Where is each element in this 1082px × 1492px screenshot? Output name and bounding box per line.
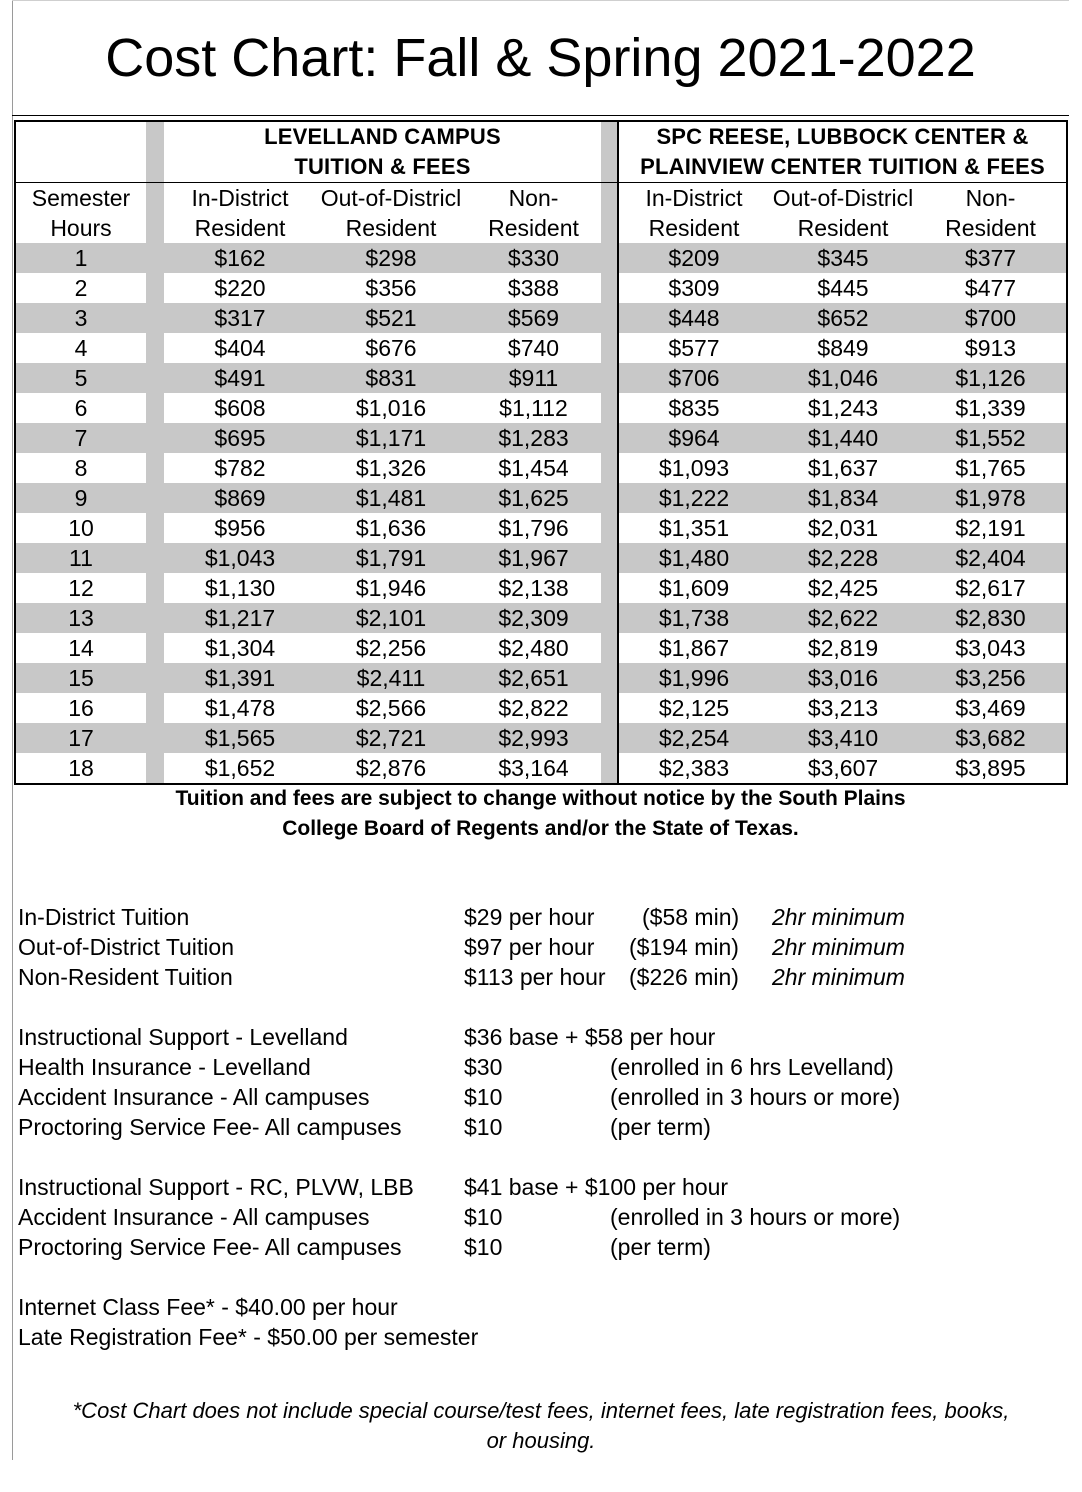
footnote-line1: *Cost Chart does not include special course/test fees, internet fees, late registration fees, books, <box>72 1398 1010 1423</box>
levelland-non-resident-cell: $2,651 <box>498 665 569 691</box>
table-row <box>16 693 1066 723</box>
header-levelland-in-district <box>164 183 316 243</box>
levelland-group-title <box>164 122 601 182</box>
spacer <box>18 992 1058 1022</box>
hours-cell: 13 <box>68 605 94 631</box>
reese-in-district-cell: $964 <box>617 423 769 453</box>
reese-non-resident-cell: $1,339 <box>955 395 1026 421</box>
reese-in-district-cell: $1,609 <box>617 573 769 603</box>
column-gap <box>146 333 164 363</box>
reese-in-district-cell: $209 <box>617 243 769 273</box>
fee-value: $10 <box>464 1234 503 1260</box>
levelland-in-district-cell: $162 <box>214 245 266 271</box>
fee-label: Instructional Support - Levelland <box>18 1024 348 1050</box>
fee-value: $41 base + $100 per hour <box>464 1174 729 1200</box>
levelland-out-district-cell: $521 <box>365 305 417 331</box>
hours-cell: 11 <box>69 545 93 571</box>
levelland-in-district-cell: $1,130 <box>204 575 276 601</box>
reese-in-district-cell: $1,996 <box>617 663 769 693</box>
header-text: Resident <box>945 215 1036 241</box>
column-gap <box>601 363 617 393</box>
reese-out-district-cell: $345 <box>817 245 869 271</box>
reese-non-resident-cell: $2,617 <box>955 575 1026 601</box>
column-gap <box>146 693 164 723</box>
fee-label: Instructional Support - RC, PLVW, LBB <box>18 1174 414 1200</box>
reese-out-district-cell: $1,243 <box>807 395 879 421</box>
hours-cell: 12 <box>68 575 94 601</box>
table-row <box>16 543 1066 573</box>
fee-note: (enrolled in 6 hrs Levelland) <box>610 1054 894 1080</box>
hours-cell: 1 <box>74 245 88 271</box>
column-gap <box>601 453 617 483</box>
fee-row <box>18 1202 1058 1232</box>
fee-minimum: ($226 min) <box>629 964 739 990</box>
levelland-non-resident-cell: $3,164 <box>498 755 569 781</box>
column-gap <box>146 423 164 453</box>
fee-label: Proctoring Service Fee- All campuses <box>18 1114 402 1140</box>
reese-non-resident-cell: $1,978 <box>955 485 1026 511</box>
reese-in-district-cell: $1,093 <box>617 453 769 483</box>
levelland-out-district-cell: $1,326 <box>355 455 427 481</box>
column-gap <box>601 573 617 603</box>
column-gap <box>601 273 617 303</box>
levelland-non-resident-cell: $2,822 <box>498 695 569 721</box>
hours-cell: 7 <box>74 425 88 451</box>
levelland-in-district-cell: $1,043 <box>204 545 276 571</box>
fee-row <box>18 1172 1058 1202</box>
fee-row <box>18 1232 1058 1262</box>
notice-line2: College Board of Regents and/or the State of Texas. <box>282 817 799 840</box>
fee-label: Proctoring Service Fee- All campuses <box>18 1234 402 1260</box>
reese-in-district-cell: $835 <box>617 393 769 423</box>
reese-out-district-cell: $3,213 <box>807 695 879 721</box>
hours-cell: 14 <box>68 635 94 661</box>
fee-note: (per term) <box>610 1114 711 1140</box>
hours-cell: 6 <box>74 395 88 421</box>
levelland-non-resident-cell: $2,138 <box>498 575 569 601</box>
fee-minimum-note: 2hr minimum <box>772 904 905 930</box>
fee-value: $10 <box>464 1204 503 1230</box>
hours-cell: 10 <box>68 515 94 541</box>
group-header-row <box>16 122 1066 182</box>
header-text: Out-of-Districl <box>772 185 914 211</box>
hours-cell: 9 <box>74 485 88 511</box>
reese-in-district-cell: $448 <box>617 303 769 333</box>
reese-out-district-cell: $2,425 <box>807 575 879 601</box>
levelland-out-district-cell: $2,101 <box>355 605 427 631</box>
tuition-row <box>18 932 1058 962</box>
reese-non-resident-cell: $913 <box>964 335 1017 361</box>
top-gridline <box>12 0 1069 17</box>
header-text: Resident <box>194 215 286 241</box>
levelland-in-district-cell: $317 <box>214 305 266 331</box>
reese-out-district-cell: $652 <box>817 305 869 331</box>
reese-title-line2: PLAINVIEW CENTER TUITION & FEES <box>640 154 1045 179</box>
header-text: Resident <box>345 215 437 241</box>
table-body <box>16 243 1066 783</box>
levelland-non-resident-cell: $2,993 <box>498 725 569 751</box>
levelland-out-district-cell: $1,946 <box>355 575 427 601</box>
fee-note: (enrolled in 3 hours or more) <box>610 1084 901 1110</box>
other-campus-fee-list <box>18 1172 1058 1262</box>
column-gap <box>146 363 164 393</box>
reese-out-district-cell: $1,440 <box>807 425 879 451</box>
header-text: Semester <box>31 185 131 211</box>
column-gap <box>601 603 617 633</box>
spacer <box>18 1142 1058 1172</box>
column-gap <box>601 333 617 363</box>
reese-non-resident-cell: $1,552 <box>955 425 1026 451</box>
column-gap <box>146 273 164 303</box>
levelland-title-line2: TUITION & FEES <box>294 154 471 179</box>
table-row <box>16 453 1066 483</box>
header-reese-out-district <box>769 183 917 243</box>
levelland-out-district-cell: $1,016 <box>355 395 427 421</box>
reese-non-resident-cell: $1,765 <box>955 455 1026 481</box>
reese-out-district-cell: $3,607 <box>807 755 879 781</box>
reese-out-district-cell: $2,819 <box>807 635 879 661</box>
fee-row <box>18 1112 1058 1142</box>
reese-in-district-cell: $2,125 <box>617 693 769 723</box>
reese-non-resident-cell: $3,043 <box>955 635 1026 661</box>
levelland-non-resident-cell: $1,796 <box>498 515 569 541</box>
table-row <box>16 723 1066 753</box>
spacer <box>18 1262 1058 1292</box>
levelland-non-resident-cell: $1,967 <box>498 545 569 571</box>
column-gap <box>601 423 617 453</box>
column-gap <box>146 723 164 753</box>
reese-out-district-cell: $1,637 <box>807 455 879 481</box>
levelland-out-district-cell: $1,636 <box>355 515 427 541</box>
levelland-non-resident-cell: $1,625 <box>498 485 569 511</box>
levelland-in-district-cell: $608 <box>214 395 266 421</box>
internet-class-fee: Internet Class Fee* - $40.00 per hour <box>18 1294 398 1320</box>
levelland-in-district-cell: $1,478 <box>204 695 276 721</box>
levelland-non-resident-cell: $1,283 <box>498 425 569 451</box>
table-row <box>16 663 1066 693</box>
header-reese-non-resident <box>917 183 1064 243</box>
fee-details <box>18 902 1058 1352</box>
column-gap <box>146 513 164 543</box>
levelland-non-resident-cell: $2,309 <box>498 605 569 631</box>
levelland-fee-list <box>18 1022 1058 1142</box>
footnote-line2: or housing. <box>486 1428 596 1453</box>
header-text: Out-of-Districl <box>320 185 462 211</box>
reese-non-resident-cell: $3,469 <box>955 695 1026 721</box>
levelland-in-district-cell: $1,217 <box>204 605 276 631</box>
levelland-in-district-cell: $782 <box>214 455 266 481</box>
column-gap <box>146 122 164 182</box>
column-gap <box>146 663 164 693</box>
levelland-non-resident-cell: $388 <box>507 275 560 301</box>
hours-cell: 16 <box>68 695 94 721</box>
reese-in-district-cell: $706 <box>617 363 769 393</box>
column-gap <box>146 393 164 423</box>
table-row <box>16 273 1066 303</box>
fee-row <box>18 1052 1058 1082</box>
levelland-out-district-cell: $2,411 <box>356 665 426 691</box>
levelland-out-district-cell: $2,566 <box>355 695 427 721</box>
fee-row <box>18 1082 1058 1112</box>
reese-non-resident-cell: $1,126 <box>955 365 1026 391</box>
hours-cell: 17 <box>68 725 94 751</box>
reese-in-district-cell: $2,254 <box>617 723 769 753</box>
table-row <box>16 603 1066 633</box>
fee-row <box>18 1022 1058 1052</box>
column-gap <box>601 543 617 573</box>
fee-label: Out-of-District Tuition <box>18 934 234 960</box>
reese-out-district-cell: $1,046 <box>807 365 879 391</box>
tuition-row <box>18 902 1058 932</box>
fee-value: $30 <box>464 1054 503 1080</box>
notice-line1: Tuition and fees are subject to change without notice by the South Plains <box>175 787 906 810</box>
column-gap <box>146 603 164 633</box>
table-row <box>16 423 1066 453</box>
header-semester-hours <box>16 183 146 243</box>
reese-non-resident-cell: $700 <box>964 305 1017 331</box>
fee-rate: $29 per hour <box>464 904 595 930</box>
reese-title-line1: SPC REESE, LUBBOCK CENTER & <box>656 124 1029 149</box>
fee-minimum-note: 2hr minimum <box>772 934 905 960</box>
levelland-out-district-cell: $1,171 <box>355 425 427 451</box>
hours-cell: 8 <box>74 455 88 481</box>
fee-value: $10 <box>464 1114 503 1140</box>
fee-value: $10 <box>464 1084 503 1110</box>
reese-in-district-cell: $1,480 <box>617 543 769 573</box>
fee-note: (per term) <box>610 1234 711 1260</box>
levelland-in-district-cell: $220 <box>214 275 266 301</box>
levelland-in-district-cell: $491 <box>214 365 266 391</box>
column-gap <box>601 693 617 723</box>
cost-table <box>14 120 1068 785</box>
column-gap <box>601 483 617 513</box>
reese-group-title <box>617 122 1066 182</box>
column-gap <box>146 753 164 783</box>
levelland-out-district-cell: $356 <box>365 275 417 301</box>
column-gap <box>146 243 164 273</box>
header-text: Non- <box>965 185 1016 211</box>
reese-out-district-cell: $445 <box>817 275 869 301</box>
reese-in-district-cell: $2,383 <box>617 753 769 783</box>
tuition-list <box>18 902 1058 992</box>
table-row <box>16 753 1066 783</box>
column-gap <box>601 633 617 663</box>
header-text: Hours <box>50 215 112 241</box>
levelland-in-district-cell: $695 <box>214 425 266 451</box>
column-gap <box>146 183 164 243</box>
hours-cell: 3 <box>74 305 88 331</box>
table-row <box>16 363 1066 393</box>
levelland-out-district-cell: $1,791 <box>355 545 427 571</box>
fee-label: In-District Tuition <box>18 904 190 930</box>
hours-cell: 5 <box>74 365 88 391</box>
levelland-in-district-cell: $1,652 <box>204 755 276 781</box>
column-gap <box>146 303 164 333</box>
levelland-non-resident-cell: $740 <box>507 335 560 361</box>
header-text: Non- <box>508 185 559 211</box>
change-notice <box>12 784 1069 844</box>
column-gap <box>146 573 164 603</box>
hours-cell: 2 <box>74 275 88 301</box>
levelland-title-line1: LEVELLAND CAMPUS <box>264 124 501 149</box>
levelland-non-resident-cell: $2,480 <box>498 635 569 661</box>
table-row <box>16 633 1066 663</box>
table-row <box>16 303 1066 333</box>
column-gap <box>601 122 617 182</box>
column-gap <box>601 663 617 693</box>
fee-note: (enrolled in 3 hours or more) <box>610 1204 901 1230</box>
column-gap <box>601 303 617 333</box>
column-gap <box>146 633 164 663</box>
fee-minimum-note: 2hr minimum <box>772 964 905 990</box>
levelland-in-district-cell: $1,304 <box>204 635 276 661</box>
footnote <box>18 1396 1064 1456</box>
fee-label: Accident Insurance - All campuses <box>18 1084 370 1110</box>
reese-out-district-cell: $3,016 <box>807 665 879 691</box>
title-divider <box>12 115 1069 116</box>
hours-cell: 15 <box>68 665 94 691</box>
column-gap <box>601 753 617 783</box>
late-registration-fee: Late Registration Fee* - $50.00 per semester <box>18 1324 479 1350</box>
levelland-non-resident-cell: $911 <box>508 365 559 391</box>
reese-in-district-cell: $1,738 <box>617 603 769 633</box>
levelland-out-district-cell: $2,876 <box>355 755 427 781</box>
reese-out-district-cell: $3,410 <box>807 725 879 751</box>
fee-minimum: ($58 min) <box>642 904 740 930</box>
reese-out-district-cell: $2,622 <box>807 605 879 631</box>
column-gap <box>601 513 617 543</box>
levelland-in-district-cell: $956 <box>214 515 266 541</box>
levelland-out-district-cell: $831 <box>365 365 417 391</box>
fee-minimum: ($194 min) <box>629 934 739 960</box>
fee-rate: $97 per hour <box>464 934 595 960</box>
fee-rate: $113 per hour <box>464 964 606 990</box>
column-gap <box>146 453 164 483</box>
reese-non-resident-cell: $2,191 <box>955 515 1026 541</box>
reese-non-resident-cell: $2,404 <box>955 545 1026 571</box>
levelland-in-district-cell: $404 <box>214 335 266 361</box>
column-gap <box>601 183 617 243</box>
levelland-non-resident-cell: $330 <box>507 245 560 271</box>
reese-out-district-cell: $849 <box>817 335 869 361</box>
table-row <box>16 513 1066 543</box>
levelland-out-district-cell: $2,721 <box>355 725 427 751</box>
reese-out-district-cell: $2,228 <box>807 545 879 571</box>
table-row <box>16 243 1066 273</box>
header-text: In-District <box>645 185 743 211</box>
header-text: Resident <box>648 215 740 241</box>
levelland-out-district-cell: $676 <box>365 335 417 361</box>
header-text: In-District <box>191 185 289 211</box>
header-reese-in-district <box>617 183 769 243</box>
reese-in-district-cell: $1,351 <box>617 513 769 543</box>
reese-out-district-cell: $1,834 <box>807 485 879 511</box>
table-row <box>16 393 1066 423</box>
column-gap <box>601 723 617 753</box>
levelland-in-district-cell: $1,565 <box>204 725 276 751</box>
table-row <box>16 333 1066 363</box>
header-text: Resident <box>797 215 889 241</box>
levelland-in-district-cell: $1,391 <box>204 665 276 691</box>
reese-in-district-cell: $577 <box>617 333 769 363</box>
column-gap <box>601 393 617 423</box>
levelland-non-resident-cell: $1,112 <box>499 395 568 421</box>
levelland-in-district-cell: $869 <box>214 485 266 511</box>
tuition-row <box>18 962 1058 992</box>
levelland-out-district-cell: $298 <box>365 245 417 271</box>
reese-out-district-cell: $2,031 <box>807 515 879 541</box>
levelland-out-district-cell: $1,481 <box>355 485 427 511</box>
fee-label: Health Insurance - Levelland <box>18 1054 311 1080</box>
reese-non-resident-cell: $3,682 <box>955 725 1026 751</box>
levelland-non-resident-cell: $1,454 <box>498 455 569 481</box>
reese-non-resident-cell: $3,895 <box>955 755 1026 781</box>
levelland-non-resident-cell: $569 <box>507 305 560 331</box>
header-text: Resident <box>488 215 579 241</box>
header-blank <box>16 122 146 182</box>
column-gap <box>146 483 164 513</box>
reese-non-resident-cell: $377 <box>964 245 1017 271</box>
header-levelland-non-resident <box>466 183 601 243</box>
table-row <box>16 573 1066 603</box>
fee-value: $36 base + $58 per hour <box>464 1024 716 1050</box>
reese-in-district-cell: $1,867 <box>617 633 769 663</box>
reese-in-district-cell: $1,222 <box>617 483 769 513</box>
column-gap <box>146 543 164 573</box>
column-header-row <box>16 182 1066 243</box>
reese-non-resident-cell: $2,830 <box>955 605 1026 631</box>
reese-non-resident-cell: $477 <box>964 275 1017 301</box>
hours-cell: 4 <box>74 335 88 361</box>
page-title: Cost Chart: Fall & Spring 2021-2022 <box>105 28 976 88</box>
fee-label: Accident Insurance - All campuses <box>18 1204 370 1230</box>
hours-cell: 18 <box>68 755 94 781</box>
fee-label: Non-Resident Tuition <box>18 964 233 990</box>
reese-in-district-cell: $309 <box>617 273 769 303</box>
table-row <box>16 483 1066 513</box>
header-levelland-out-district <box>316 183 466 243</box>
column-gap <box>601 243 617 273</box>
reese-non-resident-cell: $3,256 <box>955 665 1026 691</box>
levelland-out-district-cell: $2,256 <box>355 635 427 661</box>
